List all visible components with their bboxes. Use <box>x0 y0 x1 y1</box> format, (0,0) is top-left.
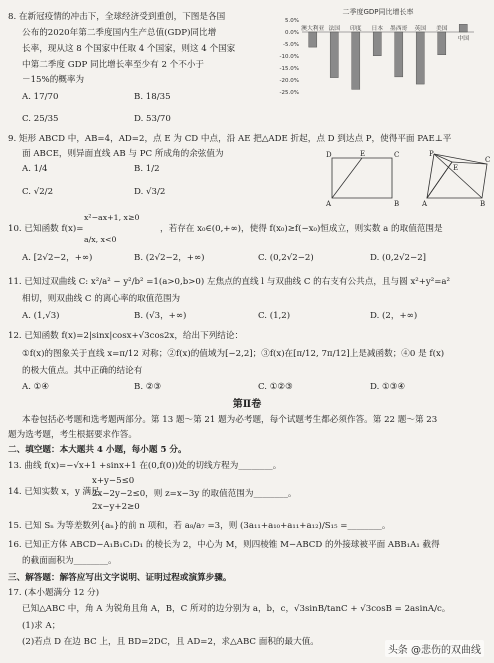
q16-line-1: 16. 已知正方体 ABCD−A₁B₁C₁D₁ 的棱长为 2，中心为 M，则四棱锥 M−ABCD 的外接球被平面 ABB₁A₁ 截得 <box>8 540 440 550</box>
label-c2: C <box>485 156 491 164</box>
segment-pa <box>427 154 434 198</box>
label-e2: E <box>453 164 459 172</box>
gdp-growth-chart <box>262 6 484 96</box>
q10-piece-2: a/x, x<0 <box>84 235 117 244</box>
q9-option-b: B. 1/2 <box>134 164 160 174</box>
solve-section-header: 三、解答题：解答应写出文字说明、证明过程或演算步骤。 <box>8 573 232 583</box>
bar-4 <box>395 32 403 77</box>
q12-option-d: D. ①③④ <box>370 382 406 392</box>
bar-7 <box>459 24 467 32</box>
q8-option-b: B. 18/35 <box>134 92 171 102</box>
segment-pb <box>434 154 482 198</box>
q17-title: 17. (本小题满分 12 分) <box>8 588 100 598</box>
q15: 15. 已知 Sₙ 为等差数列{aₙ}的前 n 项和，若 a₈/a₇ =3，则 (3a₁₁+a₁₀+a₁₁+a₁₂)/S₁₅ =________。 <box>8 521 391 531</box>
label-c: C <box>394 151 400 159</box>
y-tick-label: -20.0% <box>279 78 299 84</box>
q16-line-2: 的截面面积为________。 <box>22 556 117 566</box>
y-tick-label: 0.0% <box>285 30 299 36</box>
q8-line-3: 长率，现从这 8 个国家中任取 4 个国家，则这 4 个国家 <box>22 44 236 54</box>
q11-option-a: A. (1,√3) <box>22 311 60 321</box>
q8-option-d: D. 53/70 <box>134 114 171 124</box>
q12-option-a: A. ①④ <box>22 382 50 392</box>
q12-option-b: B. ②③ <box>134 382 162 392</box>
section-2-title: 第Ⅱ卷 <box>232 399 262 410</box>
q10-piece-1: x²−ax+1, x≥0 <box>84 213 140 222</box>
q17-stem: 已知△ABC 中，角 A 为锐角且角 A，B，C 所对的边分别为 a，b，c，√3sinB/tanC + √3cosB = 2asinA/c。 <box>22 604 451 614</box>
q14-constraint-3: 2x−y+2≥0 <box>92 502 140 512</box>
category-label: 中国 <box>457 36 470 42</box>
q9-line-2: 面 ABCE，则异面直线 AB 与 PC 所成角的余弦值为 <box>22 149 224 159</box>
bar-1 <box>330 32 338 78</box>
q10-option-c: C. (0,2√2−2) <box>258 253 314 263</box>
segment-ae <box>332 158 362 198</box>
bar-6 <box>438 32 446 55</box>
q8-line-4: 中第二季度 GDP 同比增长率至少有 2 个不小于 <box>22 60 205 70</box>
category-label: 印度 <box>349 26 362 32</box>
rectangle-abcd <box>332 158 392 198</box>
label-b: B <box>394 200 400 208</box>
q14-lead: 14. 已知实数 x，y 满足 <box>8 487 100 497</box>
q8-line-2: 公布的2020年第二季度国内生产总值(GDP)同比增 <box>22 28 217 38</box>
q17-part-2: (2)若点 D 在边 BC 上，且 BD=2DC，且 AD=2，求△ABC 面积的最大值。 <box>22 637 319 647</box>
category-label: 澳大利亚 <box>301 26 325 32</box>
q11-option-d: D. (2，+∞) <box>370 311 418 321</box>
q12-option-c: C. ①②③ <box>258 382 293 392</box>
y-tick-label: -25.0% <box>279 90 299 96</box>
section-2-intro-2: 题为选考题，考生根据要求作答。 <box>8 430 137 440</box>
category-label: 墨西哥 <box>390 26 408 32</box>
q8-option-c: C. 25/35 <box>22 114 59 124</box>
label-b2: B <box>480 200 486 208</box>
q10-option-b: B. (2√2−2，+∞) <box>134 253 205 263</box>
q9-option-c: C. √2/2 <box>22 187 54 197</box>
q10-option-a: A. [2√2−2，+∞) <box>22 253 93 263</box>
category-label: 英国 <box>414 26 427 32</box>
category-label: 美国 <box>435 26 448 32</box>
q9-line-1: 9. 矩形 ABCD 中，AB=4，AD=2，点 E 为 CD 中点，沿 AE 把△ADE 折起，点 D 到达点 P，使得平面 PAE⊥平 <box>8 134 452 144</box>
bar-2 <box>352 32 360 89</box>
q8-option-a: A. 17/70 <box>22 92 59 102</box>
q10-tail: ，若存在 x₀∈(0,+∞)，使得 f(x₀)≥f(−x₀)恒成立，则实数 a 的取值范围是 <box>160 224 443 234</box>
label-a2: A <box>422 200 428 208</box>
q14-constraint-2: 2x−2y−2≤0，则 z=x−3y 的取值范围为________。 <box>92 489 297 499</box>
fill-section-header: 二、填空题：本大题共 4 小题，每小题 5 分。 <box>8 445 187 455</box>
label-p: P <box>429 150 434 158</box>
y-tick-label: -10.0% <box>279 54 299 60</box>
bar-0 <box>309 32 317 47</box>
q11-option-c: C. (1,2) <box>258 311 291 321</box>
q17-part-1: (1)求 A； <box>22 621 61 631</box>
label-a: A <box>326 200 332 208</box>
q9-option-d: D. √3/2 <box>134 187 166 197</box>
segment-ae-folded <box>427 162 452 198</box>
y-tick-label: 5.0% <box>285 18 299 24</box>
y-tick-label: -15.0% <box>279 66 299 72</box>
q14-constraint-1: x+y−5≤0 <box>92 476 135 486</box>
label-e: E <box>360 150 366 158</box>
watermark: 头条 @悲伤的双曲线 <box>385 640 484 657</box>
bar-3 <box>373 32 381 56</box>
q11-option-b: B. (√3，+∞) <box>134 311 187 321</box>
q12-line-3: 的极大值点。其中正确的结论有 <box>22 366 143 376</box>
q12-line-1: 12. 已知函数 f(x)=2|sinx|cosx+√3cos2x，给出下列结论： <box>8 331 244 341</box>
category-label: 日本 <box>371 26 384 32</box>
q8-line-5: －15%的概率为 <box>22 75 85 85</box>
q10-lead: 10. 已知函数 f(x)= <box>8 224 84 234</box>
bar-5 <box>416 32 424 84</box>
label-d: D <box>326 151 332 159</box>
q10-option-d: D. (0,2√2−2] <box>370 253 427 263</box>
section-2-intro-1: 本卷包括必考题和选考题两部分。第 13 题～第 21 题为必考题，每个试题考生都必须作答。第 22 题～第 23 <box>22 415 438 425</box>
q12-line-2: ①f(x)的图象关于直线 x=π/12 对称；②f(x)的值域为[−2,2]；③f(x)在[π/12, 7π/12]上是减函数；④0 是 f(x) <box>22 349 445 359</box>
category-label: 法国 <box>328 26 341 32</box>
q11-line-2: 相切，则双曲线 C 的离心率的取值范围为 <box>22 294 181 304</box>
y-tick-label: -5.0% <box>283 42 299 48</box>
chart-title: 二季度GDP同比增长率 <box>342 8 414 16</box>
q8-line-1: 8. 在新冠疫情的冲击下，全球经济受到重创，下图是各国 <box>8 12 226 22</box>
segment-pe <box>434 154 452 162</box>
q13: 13. 曲线 f(x)=−√x+1 +sinx+1 在(0,f(0))处的切线方程为________。 <box>8 461 282 471</box>
q9-figures <box>322 150 492 208</box>
q9-option-a: A. 1/4 <box>22 164 48 174</box>
q11-line-1: 11. 已知过双曲线 C: x²/a² − y²/b² =1(a>0,b>0) 左焦点的直线 l 与双曲线 C 的右支有公共点，且与圆 x²+y²=a² <box>8 277 451 287</box>
